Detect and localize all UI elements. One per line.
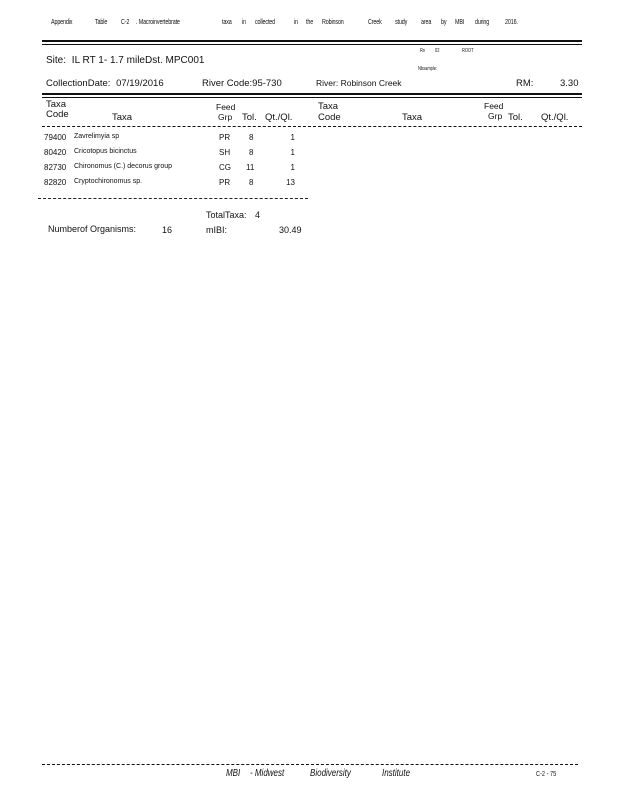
collection-date-field <box>46 78 164 89</box>
col-taxa-code-1: Taxa <box>46 99 67 110</box>
row-qt: 1 <box>290 133 295 142</box>
col-taxa-code-2-right: Code <box>318 112 341 123</box>
river-label: River: <box>316 78 339 88</box>
page-number: C-2 - 75 <box>536 771 557 778</box>
row-code: 79400 <box>44 133 67 142</box>
row-grp: CG <box>219 163 231 172</box>
collection-date: 07/19/2016 <box>116 78 164 89</box>
num-organisms-value: 16 <box>162 225 173 235</box>
col-feed-1-right: Feed <box>484 101 504 111</box>
total-taxa-value: 4 <box>255 210 261 220</box>
caption-word: by <box>441 17 447 26</box>
row-qt: 13 <box>286 178 295 187</box>
caption-word: Appendix <box>51 17 73 26</box>
river-name: Robinson Creek <box>340 78 402 88</box>
caption-word: in <box>294 17 298 26</box>
caption-word: Table <box>95 17 108 26</box>
row-code: 82730 <box>44 163 67 172</box>
caption-word: area <box>421 17 432 26</box>
row-code: 82820 <box>44 178 67 187</box>
row-qt: 1 <box>290 163 295 172</box>
caption-word: . Macroinvertebrate <box>136 17 180 26</box>
mini-label-c: ROOT <box>462 48 474 54</box>
footer-word: Biodiversity <box>310 768 351 779</box>
total-taxa-label: TotalTaxa: <box>206 210 247 220</box>
col-tol-right: Tol. <box>508 112 523 123</box>
caption-word: collected <box>255 17 276 26</box>
mibi-value: 30.49 <box>279 225 302 235</box>
caption-word: Robinson <box>322 17 344 26</box>
river-code-label: River Code: <box>202 78 253 89</box>
col-feed-2: Grp <box>218 112 233 122</box>
row-taxa: Cryptochironomus sp. <box>74 178 143 185</box>
col-taxa-code-2: Code <box>46 109 69 120</box>
col-qtql: Qt./Ql. <box>265 112 293 123</box>
footer-rule <box>42 764 578 765</box>
footer-word: - Midwest <box>250 768 285 779</box>
top-rule <box>42 40 582 42</box>
site-field <box>46 55 204 66</box>
table-end-rule <box>38 198 308 199</box>
rm-label: RM: <box>516 78 534 89</box>
river-field <box>316 78 402 88</box>
row-grp: PR <box>219 133 231 142</box>
river-code: 95-730 <box>252 78 282 89</box>
row-tol: 8 <box>249 178 254 187</box>
row-taxa: Cricotopus bicinctus <box>74 148 137 155</box>
mini-label-d: Nbsample: <box>418 66 438 72</box>
row-grp: PR <box>219 178 231 187</box>
rm-field <box>516 78 533 89</box>
mibi-label: mIBI: <box>206 225 228 235</box>
header-dash-rule <box>42 126 582 127</box>
header-rule <box>42 93 582 95</box>
site-value: IL RT 1- 1.7 mileDst. MPC001 <box>71 55 205 66</box>
caption-word: in <box>242 17 246 26</box>
footer-word: MBI <box>226 768 241 779</box>
caption-word: Creek <box>368 17 382 26</box>
mini-label-a: Rn <box>420 48 426 54</box>
caption-word: the <box>306 17 314 26</box>
header-rule-2 <box>42 97 582 98</box>
col-qtql-right: Qt./Ql. <box>541 112 569 123</box>
col-feed-1: Feed <box>216 102 236 112</box>
num-organisms-field <box>48 224 136 234</box>
caption-word: study <box>395 17 408 26</box>
col-taxa-code-1-right: Taxa <box>318 101 339 112</box>
caption-word: 2016. <box>505 17 518 26</box>
collection-date-label: CollectionDate: <box>46 78 111 89</box>
river-code-field <box>202 78 282 89</box>
row-tol: 8 <box>249 148 254 157</box>
caption-word: MBI <box>455 17 465 26</box>
row-grp: SH <box>219 148 231 157</box>
col-feed-2-right: Grp <box>488 111 503 121</box>
caption-word: C-2 <box>121 17 130 26</box>
site-label: Site: <box>46 55 67 66</box>
rm-value: 3.30 <box>560 78 579 89</box>
mini-label-b: 02 <box>435 48 440 54</box>
row-tol: 8 <box>249 133 254 142</box>
num-organisms-label: Numberof Organisms: <box>48 224 137 234</box>
top-rule-2 <box>42 44 582 45</box>
caption-word: taxa <box>222 17 232 26</box>
row-qt: 1 <box>290 148 295 157</box>
row-code: 80420 <box>44 148 67 157</box>
col-tol: Tol. <box>242 112 257 123</box>
row-tol: 11 <box>246 163 255 172</box>
total-taxa-field <box>206 210 260 220</box>
row-taxa: Chironomus (C.) decorus group <box>74 163 173 170</box>
col-taxa: Taxa <box>112 112 133 123</box>
row-taxa: Zavrelimyia sp <box>74 133 120 140</box>
col-taxa-right: Taxa <box>402 112 423 123</box>
footer-word: Institute <box>382 768 411 779</box>
caption-word: during <box>475 17 490 26</box>
